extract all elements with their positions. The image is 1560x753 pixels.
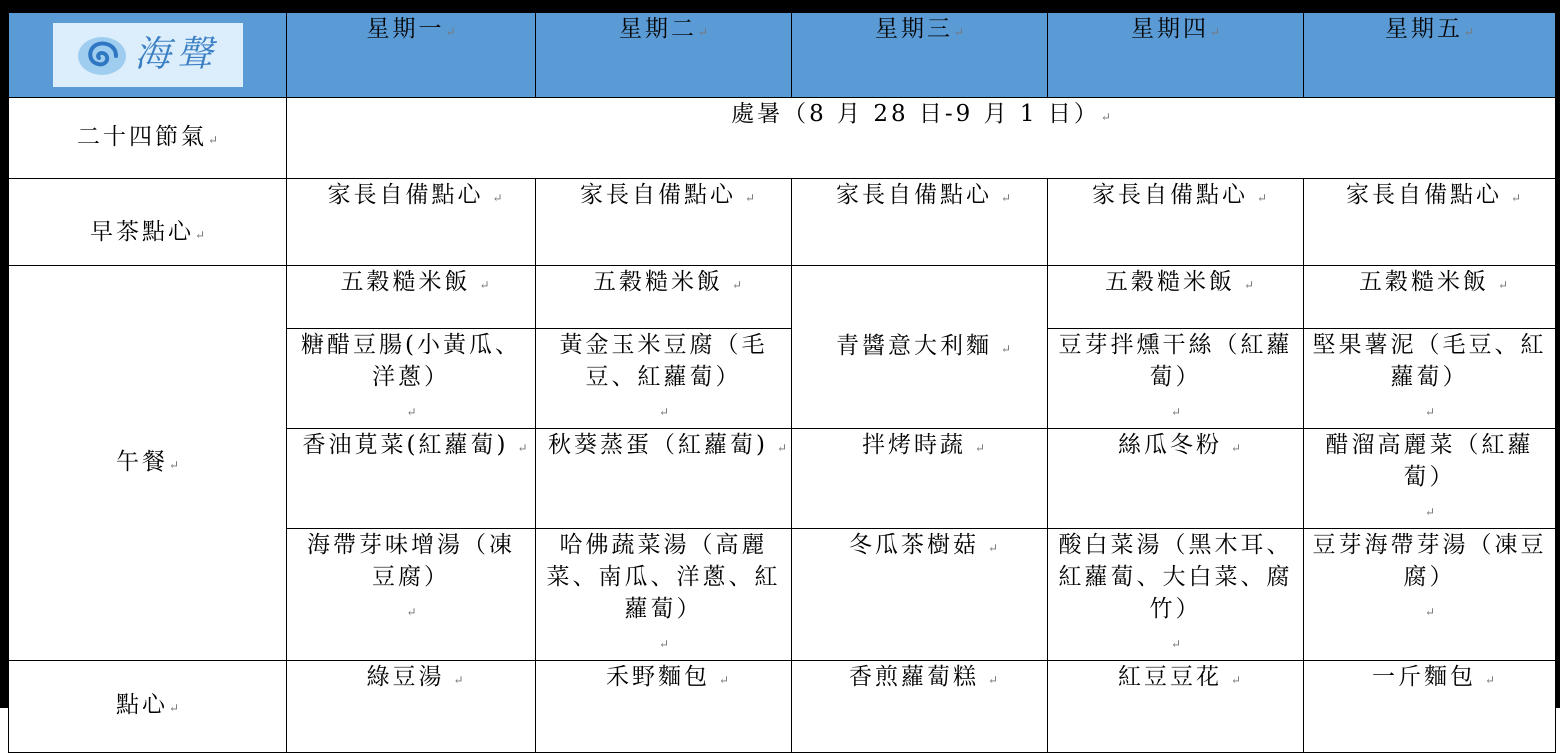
lunch-side-wed: 拌烤時蔬 ↵ <box>792 429 1048 529</box>
day-header-fri: 星期五↵ <box>1304 13 1556 98</box>
top-border <box>0 0 1560 12</box>
afternoon-snack-tue: 禾野麵包 ↵ <box>536 661 792 753</box>
lunch-label: 午餐↵ <box>9 266 287 661</box>
afternoon-snack-fri: 一斤麵包 ↵ <box>1304 661 1556 753</box>
morning-snack-tue: 家長自備點心 ↵ <box>536 179 792 266</box>
lunch-soup-wed: 冬瓜茶樹菇 ↵ <box>792 529 1048 661</box>
lunch-soup-thu: 酸白菜湯（黑木耳、紅蘿蔔、大白菜、腐竹）↵ <box>1048 529 1304 661</box>
day-header-mon: 星期一↵ <box>287 13 536 98</box>
lunch-side-fri: 醋溜高麗菜（紅蘿蔔）↵ <box>1304 429 1556 529</box>
solar-term-label: 二十四節氣↵ <box>9 98 287 179</box>
lunch-main-mon: 糖醋豆腸(小黃瓜、洋蔥）↵ <box>287 329 536 429</box>
day-header-wed: 星期三↵ <box>792 13 1048 98</box>
logo-cell <box>9 13 287 98</box>
lunch-main-fri: 堅果薯泥（毛豆、紅蘿蔔）↵ <box>1304 329 1556 429</box>
lunch-side-tue: 秋葵蒸蛋（紅蘿蔔) ↵ <box>536 429 792 529</box>
lunch-soup-tue: 哈佛蔬菜湯（高麗菜、南瓜、洋蔥、紅蘿蔔）↵ <box>536 529 792 661</box>
solar-term-row <box>9 98 1556 179</box>
swirl-logo-icon <box>76 32 130 78</box>
lunch-staple-wed: 青醬意大利麵 ↵ <box>792 266 1048 429</box>
afternoon-snack-row <box>9 661 1556 753</box>
left-border <box>0 0 8 708</box>
logo <box>53 23 243 87</box>
lunch-staple-fri: 五穀糙米飯 ↵ <box>1304 266 1556 329</box>
morning-snack-thu: 家長自備點心 ↵ <box>1048 179 1304 266</box>
logo-text: 海聲 <box>134 34 219 75</box>
morning-snack-mon: 家長自備點心 ↵ <box>287 179 536 266</box>
afternoon-snack-wed: 香煎蘿蔔糕 ↵ <box>792 661 1048 753</box>
lunch-staple-row <box>9 266 1556 329</box>
lunch-side-mon: 香油莧菜(紅蘿蔔) ↵ <box>287 429 536 529</box>
morning-snack-label: 早茶點心↵ <box>9 179 287 266</box>
lunch-main-thu: 豆芽拌燻干絲（紅蘿蔔）↵ <box>1048 329 1304 429</box>
lunch-staple-tue: 五穀糙米飯 ↵ <box>536 266 792 329</box>
day-header-tue: 星期二↵ <box>536 13 792 98</box>
lunch-main-tue: 黃金玉米豆腐（毛豆、紅蘿蔔）↵ <box>536 329 792 429</box>
morning-snack-fri: 家長自備點心 ↵ <box>1304 179 1556 266</box>
weekly-menu-table <box>8 12 1556 753</box>
afternoon-snack-label: 點心↵ <box>9 661 287 753</box>
morning-snack-row <box>9 179 1556 266</box>
lunch-soup-fri: 豆芽海帶芽湯（凍豆腐）↵ <box>1304 529 1556 661</box>
header-row <box>9 13 1556 98</box>
day-header-thu: 星期四↵ <box>1048 13 1304 98</box>
lunch-staple-mon: 五穀糙米飯 ↵ <box>287 266 536 329</box>
solar-term-value: 處暑（8 月 28 日-9 月 1 日）↵ <box>287 98 1556 179</box>
lunch-soup-mon: 海帶芽味增湯（凍豆腐）↵ <box>287 529 536 661</box>
afternoon-snack-mon: 綠豆湯 ↵ <box>287 661 536 753</box>
lunch-staple-thu: 五穀糙米飯 ↵ <box>1048 266 1304 329</box>
afternoon-snack-thu: 紅豆豆花 ↵ <box>1048 661 1304 753</box>
lunch-side-thu: 絲瓜冬粉 ↵ <box>1048 429 1304 529</box>
morning-snack-wed: 家長自備點心 ↵ <box>792 179 1048 266</box>
